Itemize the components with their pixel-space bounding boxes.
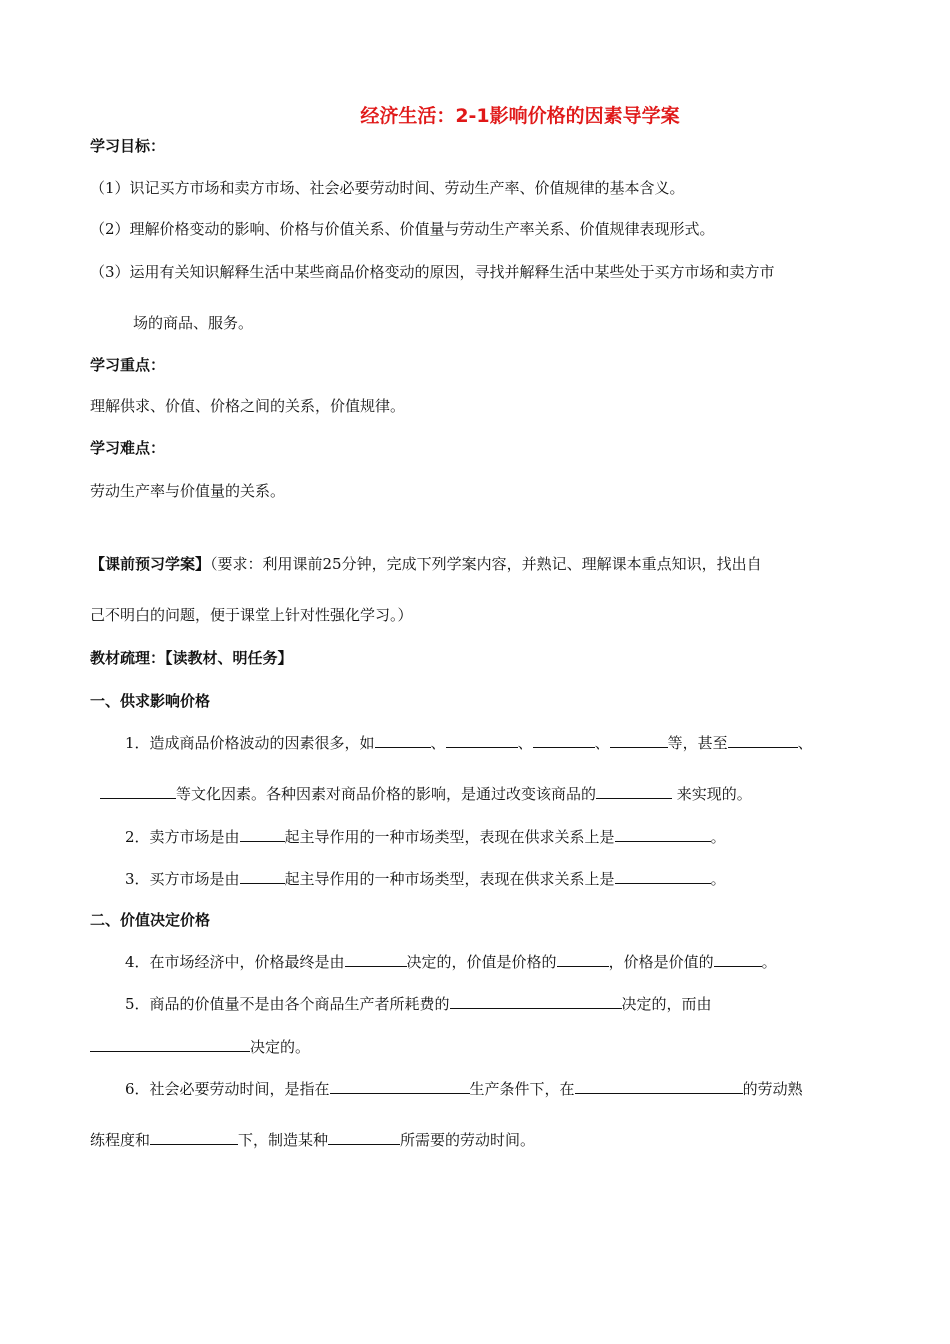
difficulty-heading: 学习难点： [90,439,166,457]
section2-heading: 二、价值决定价格 [90,911,211,929]
difficulty-text: 劳动生产率与价值量的关系。 [90,482,286,500]
key-heading: 学习重点： [90,356,166,374]
question-6-continued: 练程度和 下，制造某种 所需要的劳动时间。 [90,1131,536,1149]
question-5: 5．商品的价值量不是由各个商品生产者所耗费的 决定的，而由 [125,995,712,1013]
answer-blank[interactable] [345,951,407,967]
answer-blank[interactable] [450,993,622,1009]
section1-heading: 一、供求影响价格 [90,692,211,710]
answer-blank[interactable] [575,1078,743,1094]
key-text: 理解供求、价值、价格之间的关系，价值规律。 [90,397,406,415]
answer-blank[interactable] [90,1036,250,1052]
question-6: 6．社会必要劳动时间，是指在 生产条件下，在 的劳动熟 [125,1080,803,1098]
answer-blank[interactable] [615,826,711,842]
question-5-continued: 决定的。 [90,1036,310,1057]
answer-blank[interactable] [375,732,431,748]
answer-blank[interactable] [714,951,762,967]
question-1-continued: 等文化因素。各种因素对商品价格的影响，是通过改变该商品的 来实现的。 [100,783,752,804]
answer-blank[interactable] [610,732,668,748]
answer-blank[interactable] [557,951,609,967]
question-2: 2．卖方市场是由 起主导作用的一种市场类型，表现在供求关系上是 。 [125,828,726,846]
preview-label: 【课前预习学案】 [90,555,211,573]
answer-blank[interactable] [240,868,285,884]
answer-blank[interactable] [615,868,711,884]
answer-blank[interactable] [330,1078,470,1094]
answer-blank[interactable] [328,1129,400,1145]
goal-item-3: （3）运用有关知识解释生活中某些商品价格变动的原因，寻找并解释生活中某些处于买方市场和卖方市 [90,263,775,281]
goal-item-1: （1）识记买方市场和卖方市场、社会必要劳动时间、劳动生产率、价值规律的基本含义。 [90,179,685,197]
answer-blank[interactable] [728,732,798,748]
goals-heading: 学习目标： [90,137,166,155]
answer-blank[interactable] [533,732,595,748]
question-1: 1．造成商品价格波动的因素很多，如 、 、 、 等，甚至 、 [125,734,813,752]
document-title: 经济生活：2-1影响价格的因素导学案 [360,105,680,127]
question-4: 4．在市场经济中，价格最终是由 决定的，价值是价格的 ，价格是价值的 。 [125,953,777,971]
answer-blank[interactable] [240,826,285,842]
answer-blank[interactable] [150,1129,238,1145]
answer-blank[interactable] [596,783,672,799]
preview-text: （要求：利用课前25分钟，完成下列学案内容，并熟记、理解课本重点知识，找出自 [210,555,762,573]
outline-task: 【读教材、明任务】 [165,649,293,667]
preview-continued: 己不明白的问题，便于课堂上针对性强化学习。） [90,606,413,624]
goal-item-3-continued: 场的商品、服务。 [133,314,254,332]
question-3: 3．买方市场是由 起主导作用的一种市场类型，表现在供求关系上是 。 [125,870,726,888]
outline-line [90,648,293,668]
goal-item-2: （2）理解价格变动的影响、价格与价值关系、价值量与劳动生产率关系、价值规律表现形式。 [90,220,715,238]
answer-blank[interactable] [100,783,176,799]
outline-label: 教材疏理： [90,649,166,667]
answer-blank[interactable] [446,732,518,748]
preview-paragraph [90,554,762,574]
